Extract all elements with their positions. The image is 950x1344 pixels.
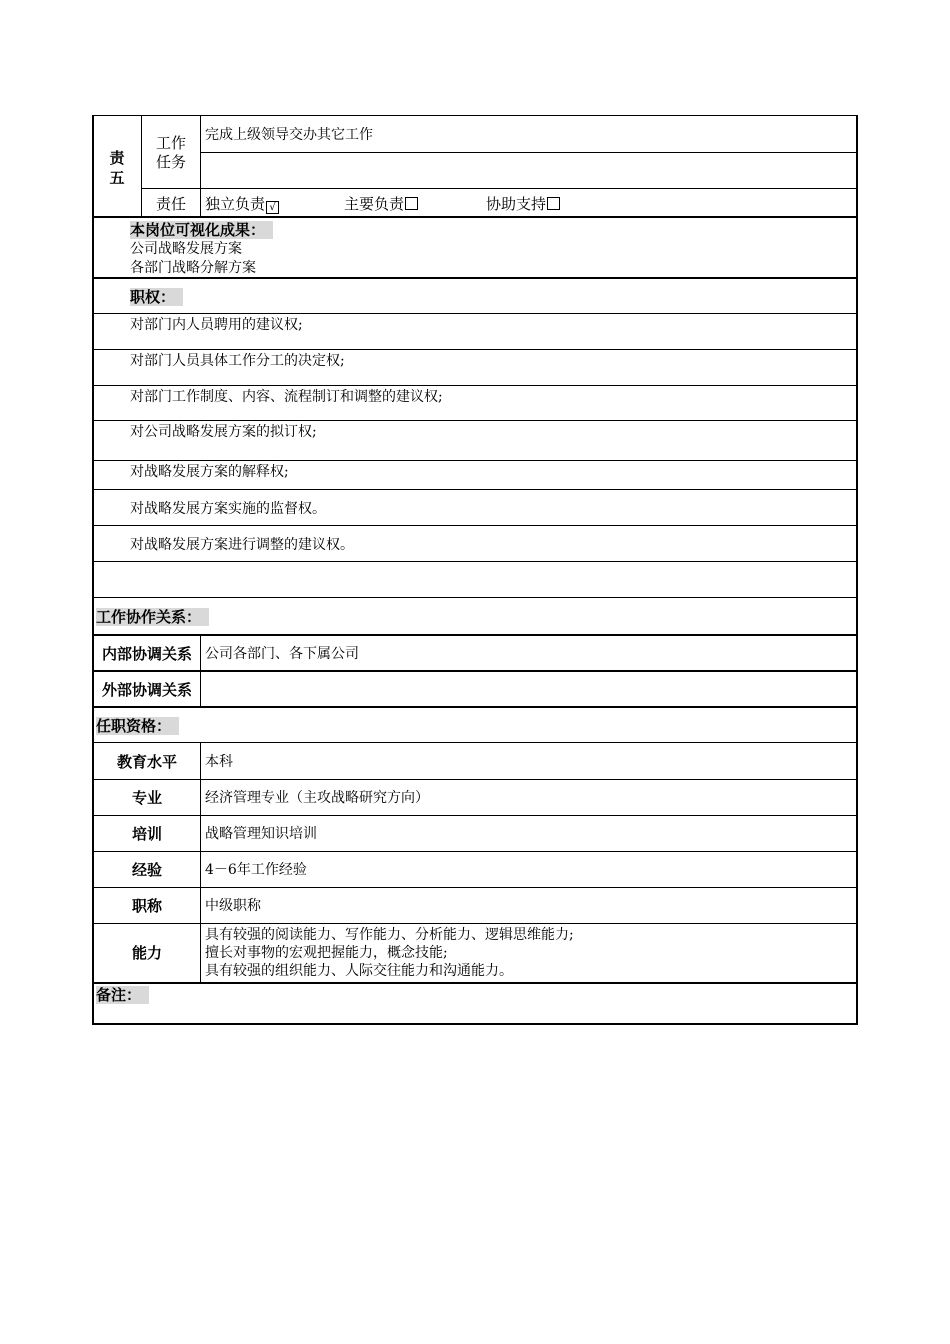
qualification-value-major: 经济管理专业（主攻战略研究方向） [205,790,429,806]
visual-result-item: 各部门战略分解方案 [130,260,256,276]
unchecked-box-icon [405,197,418,210]
qualification-label-title: 职称 [131,897,162,915]
task-label: 工作 任务 [155,134,186,171]
authority-item: 对战略发展方案的解释权; [130,464,289,480]
qualification-row-line [92,779,857,780]
responsibility-label: 责任 [155,195,186,213]
external-relation-label: 外部协调关系 [101,681,192,699]
relations-heading: 工作协作关系： [96,608,209,626]
qualification-value-experience: 4－6年工作经验 [205,862,307,878]
visual-result-item: 公司战略发展方案 [130,241,242,257]
authority-row-line [92,385,857,386]
relations-heading-bottom [92,634,857,636]
checked-box-icon: √ [266,201,279,214]
option-assist-label: 协助支持 [486,195,547,213]
qualification-row-line [92,887,857,888]
qualification-label-experience: 经验 [131,861,162,879]
qualification-label-major: 专业 [131,789,162,807]
empty-row-bottom [92,597,857,598]
ability-line: 擅长对事物的宏观把握能力，概念技能; [205,945,448,961]
task-text: 完成上级领导交办其它工作 [205,127,373,143]
qualification-value-title: 中级职称 [205,898,261,914]
remarks-heading: 备注： [96,986,149,1004]
qualifications-heading: 任职资格： [96,717,179,735]
visual-results-bottom [92,277,857,279]
table-border-left [92,115,94,1025]
qualification-label-divider [200,742,201,982]
authority-row-line [92,561,857,562]
ability-row-bottom [92,982,857,984]
duty-label-divider [200,115,201,217]
task-row-divider [200,152,857,153]
authority-row-line [92,313,857,314]
authority-row-line [92,525,857,526]
qualification-row-line [92,851,857,852]
internal-relation-bottom [92,670,857,672]
qualification-value-education: 本科 [205,754,233,770]
authority-heading: 职权： [130,288,183,306]
ability-line: 具有较强的阅读能力、写作能力、分析能力、逻辑思维能力; [205,927,574,943]
qualification-row-line [92,923,857,924]
unchecked-box-icon [547,197,560,210]
ability-line: 具有较强的组织能力、人际交往能力和沟通能力。 [205,963,513,979]
visual-results-heading: 本岗位可视化成果： [130,221,273,239]
duty-block-bottom [92,216,857,218]
authority-item: 对战略发展方案进行调整的建议权。 [130,537,354,553]
responsibility-option-independent [205,195,279,214]
qualification-row-line [92,815,857,816]
table-bottom-border [92,1023,857,1025]
internal-relation-value: 公司各部门、各下属公司 [205,646,359,662]
internal-relation-label: 内部协调关系 [101,645,192,663]
authority-row-line [92,489,857,490]
authority-row-line [92,460,857,461]
qualification-value-training: 战略管理知识培训 [205,826,317,842]
option-main-label: 主要负责 [344,195,405,213]
authority-item: 对部门内人员聘用的建议权; [130,317,303,333]
responsibility-row-top [141,188,857,189]
table-border-right [856,115,858,1025]
qualification-label-education: 教育水平 [116,753,177,771]
authority-item: 对部门工作制度、内容、流程制订和调整的建议权; [130,389,443,405]
responsibility-option-assist [486,195,560,213]
duty-side-label: 责 五 [109,149,125,187]
table-top-border [92,115,857,116]
qualification-label-ability: 能力 [131,944,162,962]
qualifications-heading-bottom [92,742,857,743]
responsibility-option-main [344,195,418,213]
authority-item: 对战略发展方案实施的监督权。 [130,501,326,517]
authority-row-line [92,349,857,350]
option-independent-label: 独立负责 [205,195,266,213]
authority-item: 对部门人员具体工作分工的决定权; [130,353,345,369]
external-relation-bottom [92,706,857,708]
qualification-label-training: 培训 [131,825,162,843]
authority-item: 对公司战略发展方案的拟订权; [130,424,317,440]
duty-side-divider [141,115,142,217]
relations-label-divider [200,634,201,706]
authority-row-line [92,420,857,421]
